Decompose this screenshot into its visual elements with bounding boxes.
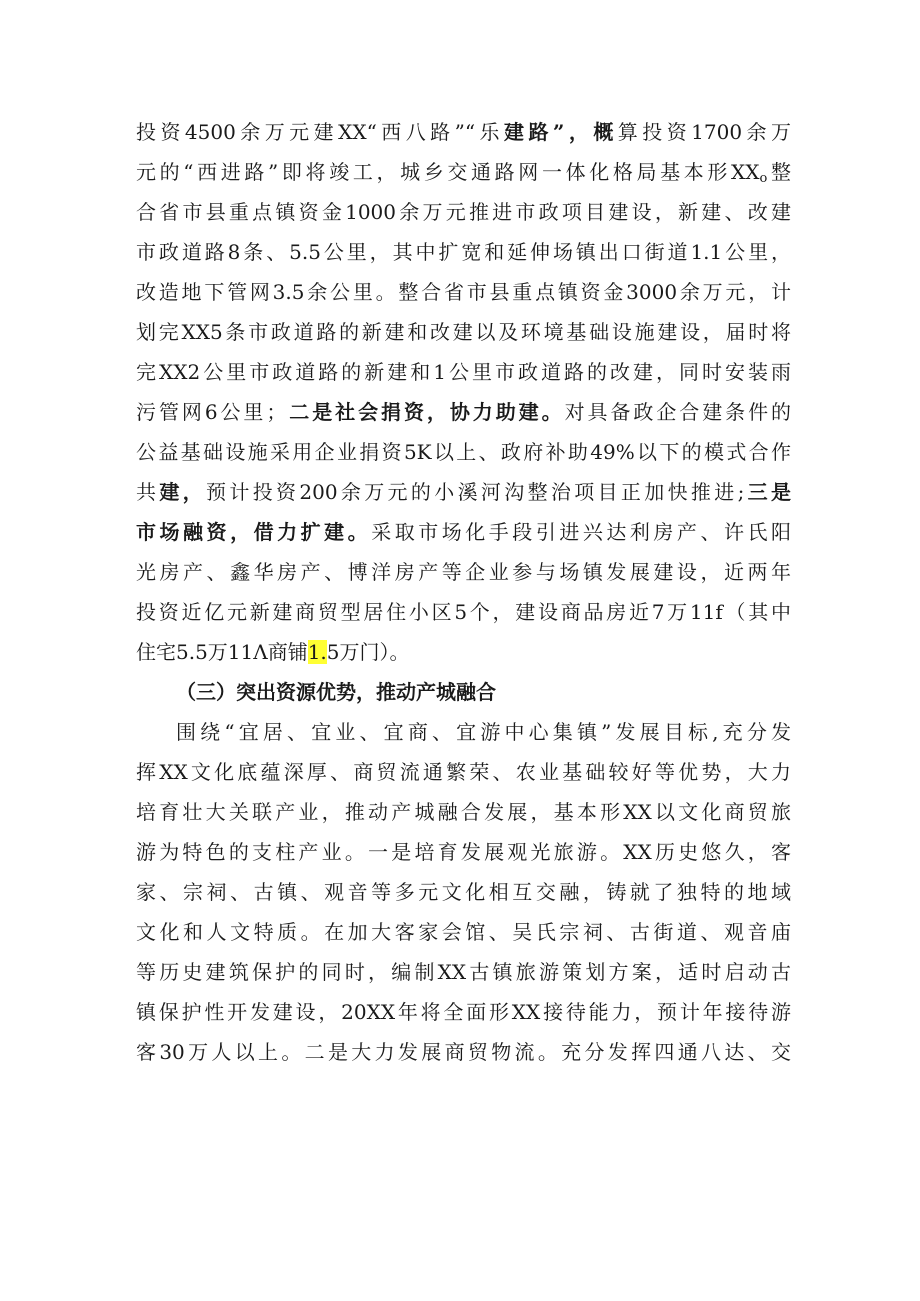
document-body: [136, 112, 791, 1072]
text-line: 共建，预计投资200余万元的小溪河沟整治项目正加快推进;三是: [136, 480, 791, 504]
text-line: 客30万人以上。二是大力发展商贸物流。充分发挥四通八达、交: [136, 1040, 791, 1064]
text-line: 污管网6公里；二是社会捐资，协力助建。对具备政企合建条件的: [136, 400, 791, 424]
subscript-text: o: [759, 171, 768, 186]
text-line: 光房产、鑫华房产、博洋房产等企业参与场镇发展建设，近两年: [136, 560, 791, 584]
text-line: 市场融资，借力扩建。采取市场化手段引进兴达利房产、许氏阳: [136, 520, 791, 544]
text-line: 文化和人文特质。在加大客家会馆、吴氏宗祠、古街道、观音庙: [136, 920, 791, 944]
text-line: 投资4500余万元建XX“西八路”“乐建路”，概算投资1700余万: [136, 120, 791, 144]
bold-text: 二是社会捐资，协力助建。: [286, 400, 565, 424]
text-line: 改造地下管网3.5余公里。整合省市县重点镇资金3000余万元，计: [136, 280, 791, 304]
text-line: 投资近亿元新建商贸型居住小区5个，建设商品房近7万11f（其中: [136, 600, 791, 624]
text-line: 完XX2公里市政道路的新建和1公里市政道路的改建，同时安装雨: [136, 360, 791, 384]
text-line: 元的“西进路”即将竣工，城乡交通路网一体化格局基本形$XX_o$整: [136, 160, 791, 186]
paragraph-2: [136, 712, 791, 1072]
text-line: 合省市县重点镇资金1000余万元推进市政项目建设，新建、改建: [136, 200, 791, 224]
bold-text: 建路”，概: [504, 120, 618, 144]
bold-text: 市场融资，借力扩建。: [136, 520, 372, 544]
text-line: 家、宗祠、古镇、观音等多元文化相互交融，铸就了独特的地域: [136, 880, 791, 904]
text-line: 等历史建筑保护的同时，编制XX古镇旅游策划方案，适时启动古: [136, 960, 791, 984]
text-line: 市政道路8条、5.5公里，其中扩宽和延伸场镇出口街道1.1公里，: [136, 240, 791, 264]
text-line: 挥XX文化底蕴深厚、商贸流通繁荣、农业基础较好等优势，大力: [136, 760, 791, 784]
text-line: 镇保护性开发建设，20XX年将全面形XX接待能力，预计年接待游: [136, 1000, 791, 1024]
text-line: 住宅5.5万11Λ商铺1.5万门）。: [136, 640, 410, 664]
paragraph-1: [136, 112, 791, 672]
text-line: 培育壮大关联产业，推动产城融合发展，基本形XX以文化商贸旅: [136, 800, 791, 824]
text-line: 游为特色的支柱产业。一是培育发展观光旅游。XX历史悠久，客: [136, 840, 791, 864]
text-line: 公益基础设施采用企业捐资5K以上、政府补助49%以下的模式合作: [136, 440, 791, 464]
highlighted-text: 1.: [307, 640, 327, 664]
bold-text: 建，: [159, 480, 207, 504]
text-line: 划完XX5条市政道路的新建和改建以及环境基础设施建设，届时将: [136, 320, 791, 344]
bold-text: 三是: [744, 480, 791, 504]
section-heading: （三）突出资源优势，推动产城融合: [176, 680, 496, 704]
text-line: 围绕“宜居、宜业、宜商、宜游中心集镇”发展目标,充分发: [176, 720, 791, 744]
